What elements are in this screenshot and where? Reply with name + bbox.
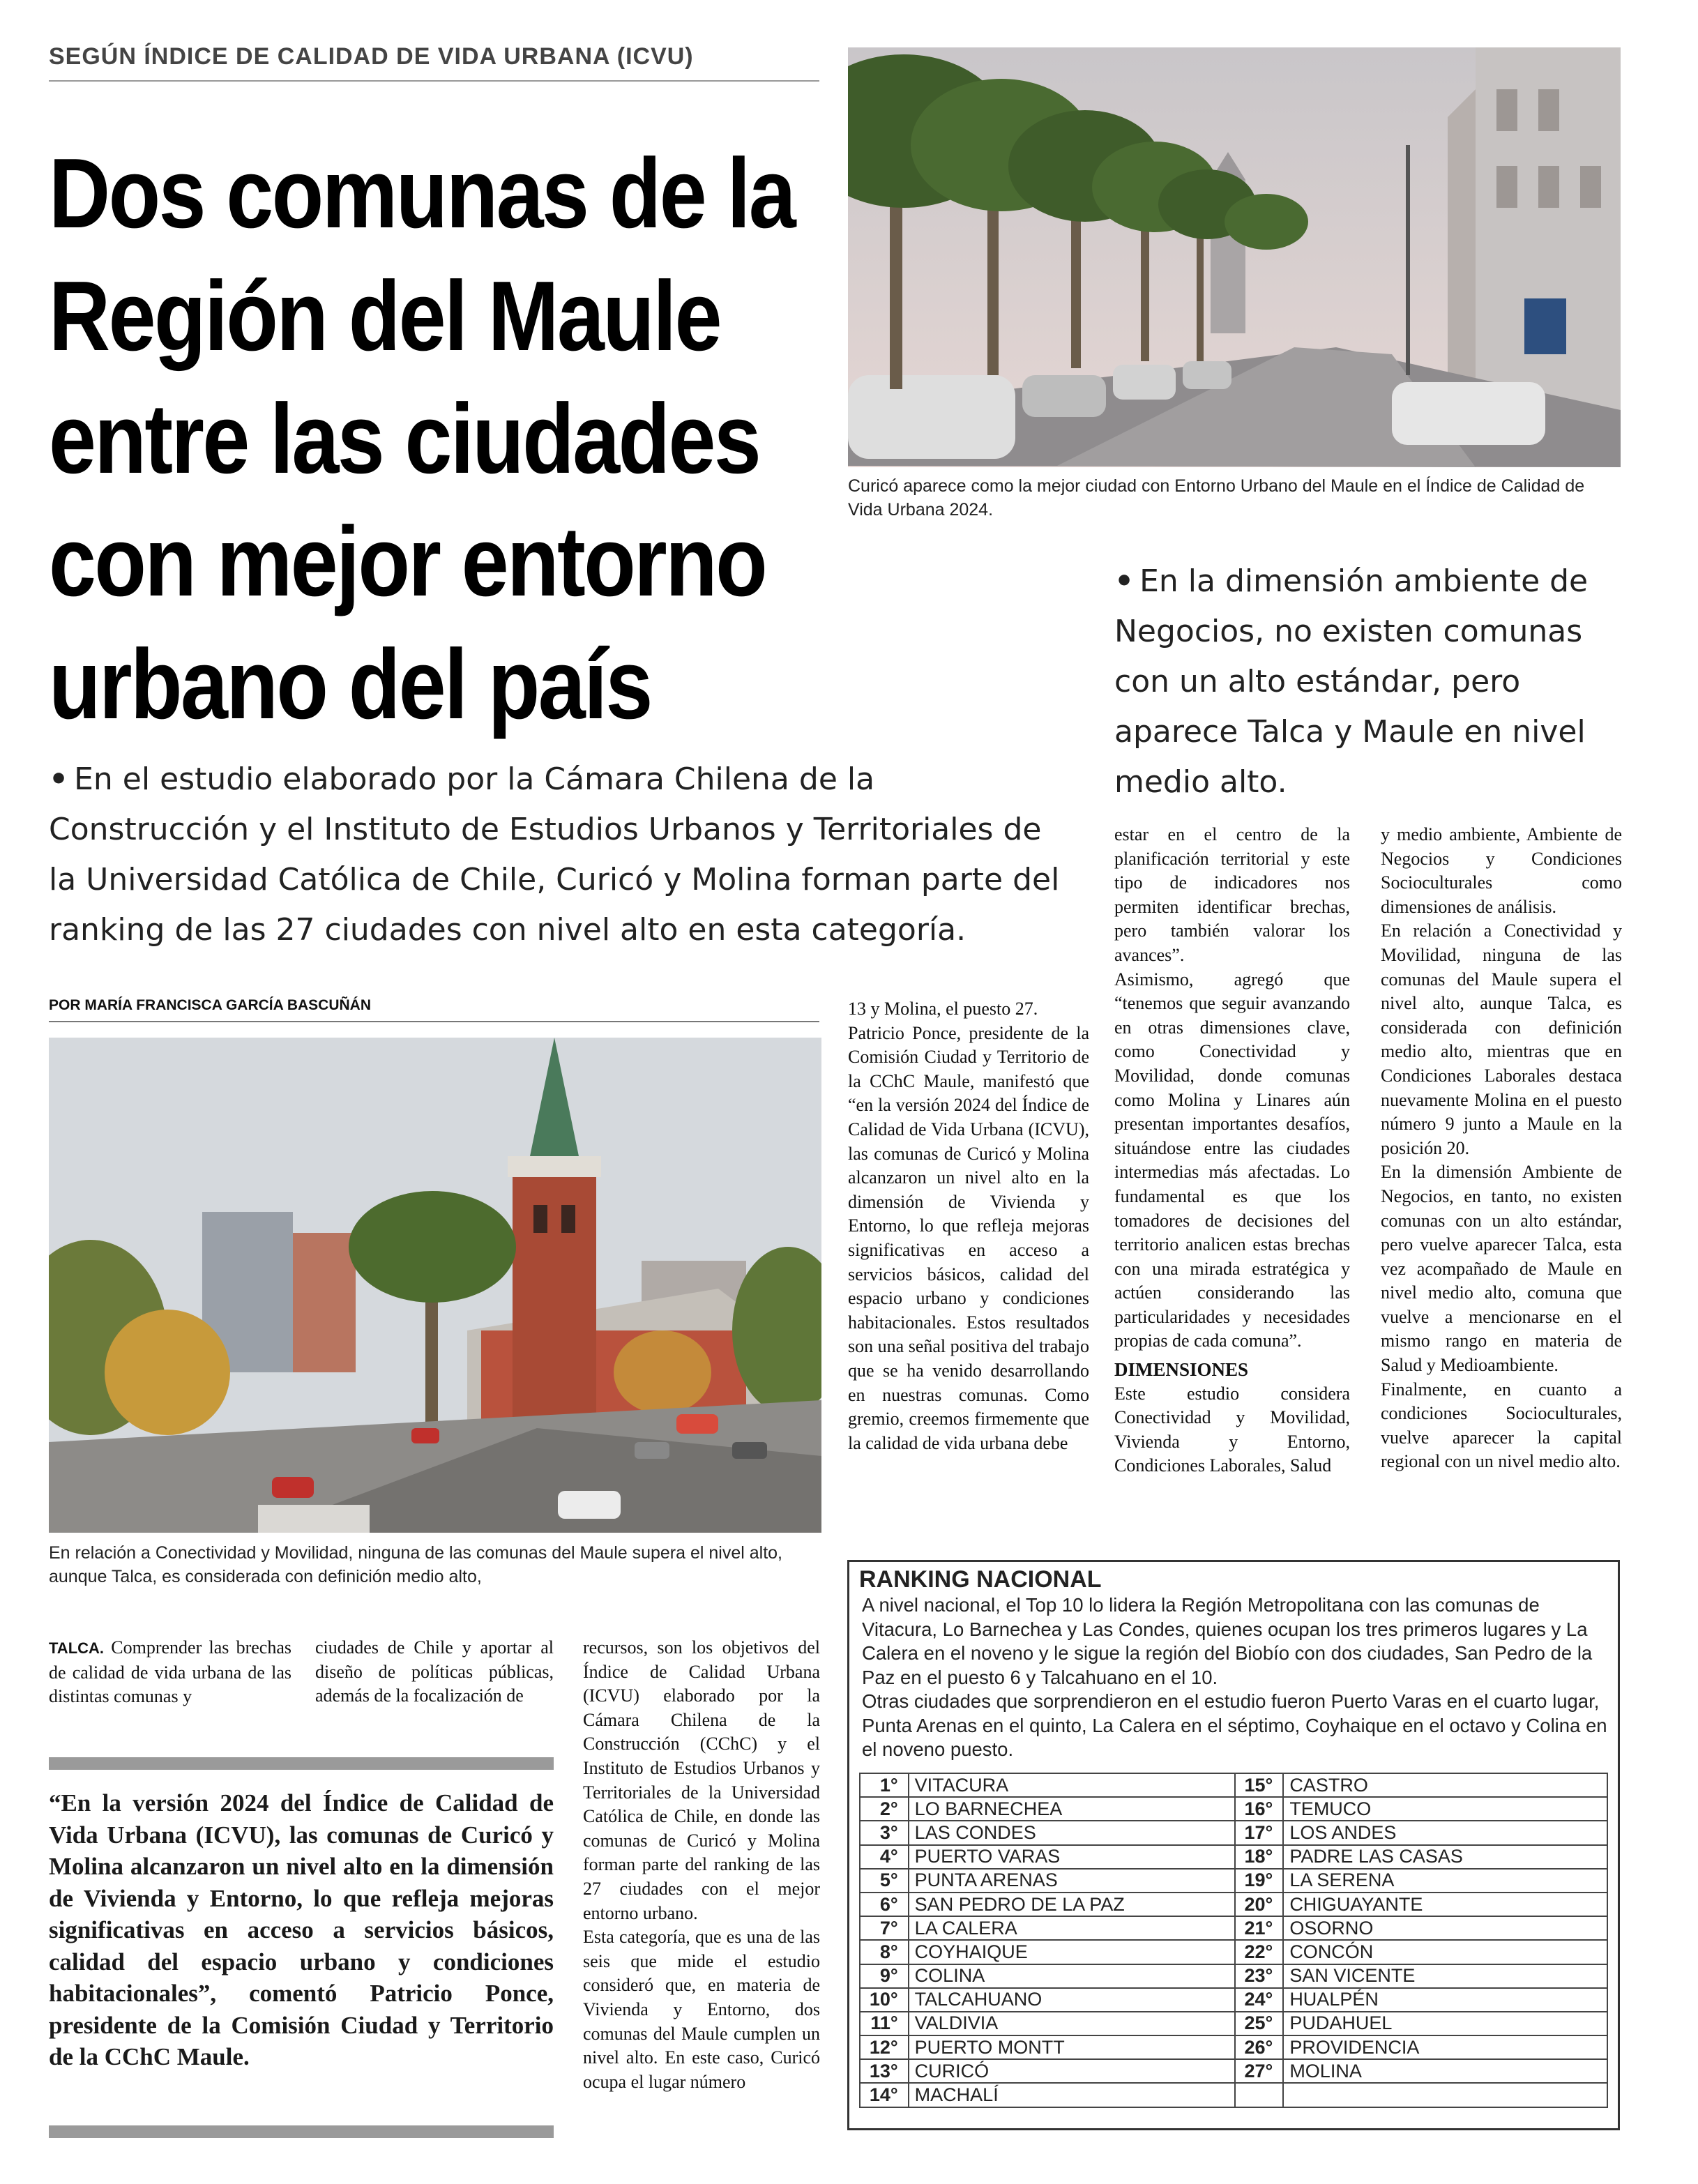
rank-city: MACHALÍ	[909, 2083, 1235, 2107]
rank-city: LA SERENA	[1283, 1869, 1607, 1893]
bullet-icon: •	[1114, 563, 1135, 599]
rank-city: CHIGUAYANTE	[1283, 1893, 1607, 1916]
body-column-5	[1114, 823, 1350, 1478]
table-row	[860, 1964, 1607, 1988]
kicker: SEGÚN ÍNDICE DE CALIDAD DE VIDA URBANA (ICVU)	[49, 43, 819, 82]
rank-position: 26°	[1235, 2035, 1284, 2059]
quote-bar-bottom	[49, 2125, 554, 2138]
deck-left	[49, 754, 1060, 955]
rank-city: PADRE LAS CASAS	[1283, 1845, 1607, 1869]
rank-city: PUDAHUEL	[1283, 2012, 1607, 2035]
body-column-6	[1381, 823, 1622, 1474]
body-column-3	[583, 1636, 820, 2094]
body-column-4	[848, 997, 1089, 1455]
body-text: Finalmente, en cuanto a condiciones Socioculturales, vuelve aparecer la capital regional con un nivel medio alto.	[1381, 1379, 1622, 1472]
deck-left-text: En el estudio elaborado por la Cámara Chilena de la Construcción y el Instituto de Estudios Urbanos y Territoriales de la Universidad Católica de Chile, Curicó y Molina forman parte del ranking de las 27 ciudades con nivel alto en esta categoría.	[49, 761, 1060, 948]
headline-line: urbano del país	[49, 629, 651, 740]
rank-position: 13°	[860, 2059, 909, 2083]
table-row	[860, 1988, 1607, 2012]
body-text: Asimismo, agregó que “tenemos que seguir avanzando en otras dimensiones clave, como Conectividad y Movilidad, donde comunas como Molina y Linares aún presentan importantes desafíos, situándose entre las ciudades intermedias más afectadas. Lo fundamental es que los tomadores de decisiones del territorio analicen estas brechas con una mirada estratégica y actúen considerando las particularidades y necesidades propias de cada comuna”.	[1114, 969, 1350, 1351]
rank-position: 11°	[860, 2012, 909, 2035]
rank-position: 15°	[1235, 1773, 1284, 1797]
rank-position: 19°	[1235, 1869, 1284, 1893]
table-row	[860, 1845, 1607, 1869]
body-column-2	[315, 1636, 554, 1708]
headline-line: entre las ciudades	[49, 384, 760, 494]
headline-line: con mejor entorno	[49, 506, 766, 617]
rank-position: 5°	[860, 1869, 909, 1893]
rank-city: LAS CONDES	[909, 1821, 1235, 1844]
table-row	[860, 1821, 1607, 1844]
rank-city: HUALPÉN	[1283, 1988, 1607, 2012]
photo-curico-street	[848, 47, 1621, 467]
rank-city: TEMUCO	[1283, 1797, 1607, 1821]
body-text: y medio ambiente, Ambiente de Negocios y Condiciones Socioculturales como dimensiones de análisis.	[1381, 824, 1622, 917]
rank-position: 8°	[860, 1940, 909, 1964]
table-row	[860, 2083, 1607, 2107]
rank-position: 4°	[860, 1845, 909, 1869]
rank-city: CURICÓ	[909, 2059, 1235, 2083]
rank-position: 20°	[1235, 1893, 1284, 1916]
rank-city: PROVIDENCIA	[1283, 2035, 1607, 2059]
rank-city: MOLINA	[1283, 2059, 1607, 2083]
byline: POR MARÍA FRANCISCA GARCÍA BASCUÑÁN	[49, 997, 819, 1022]
table-row	[860, 2012, 1607, 2035]
ranking-intro-1: A nivel nacional, el Top 10 lo lidera la Región Metropolitana con las comunas de Vitacura, Lo Barnechea y Las Condes, quienes ocupan los tres primeros lugares y La Calera en el noveno y le sigue la región del Biobío con dos ciudades, San Pedro de la Paz en el puesto 6 y Talcahuano en el 10.	[862, 1594, 1593, 1688]
body-text: ciudades de Chile y aportar al diseño de políticas públicas, además de la focalización de	[315, 1637, 554, 1706]
body-text: estar en el centro de la planificación territorial y este tipo de indicadores nos permiten identificar brechas, pero también valorar los avances”.	[1114, 824, 1350, 965]
rank-position: 1°	[860, 1773, 909, 1797]
body-text: 13 y Molina, el puesto 27.	[848, 999, 1038, 1019]
body-text: Esta categoría, que es una de las seis que mide el estudio consideró que, en materia de Vivienda y Entorno, dos comunas del Maule cumplen un nivel alto. En este caso, Curicó ocupa el lugar número	[583, 1927, 820, 2092]
ranking-intro-2: Otras ciudades que sorprendieron en el estudio fueron Puerto Varas en el cuarto lugar, Punta Arenas en el quinto, La Calera en el séptimo, Coyhaique en el octavo y Colina en el noveno puesto.	[862, 1690, 1607, 1760]
photo-church	[49, 1038, 821, 1533]
rank-position: 9°	[860, 1964, 909, 1988]
rank-city: LA CALERA	[909, 1916, 1235, 1940]
rank-city: COLINA	[909, 1964, 1235, 1988]
headline-line: Dos comunas de la	[49, 138, 795, 249]
rank-city: LO BARNECHEA	[909, 1797, 1235, 1821]
rank-position: 6°	[860, 1893, 909, 1916]
headline-line: Región del Maule	[49, 261, 720, 372]
rank-position: 21°	[1235, 1916, 1284, 1940]
rank-city: TALCAHUANO	[909, 1988, 1235, 2012]
rank-position: 25°	[1235, 2012, 1284, 2035]
photo-main-caption: En relación a Conectividad y Movilidad, ninguna de las comunas del Maule supera el nivel alto, aunque Talca, es considerada con definición medio alto,	[49, 1543, 783, 1586]
rank-position: 23°	[1235, 1964, 1284, 1988]
body-text: En la dimensión Ambiente de Negocios, en tanto, no existen comunas con un alto estándar, pero vuelve aparecer Talca, esta vez acompañado de Maule en nivel medio alto, comuna que vuelve a mencionarse en el mismo rango en materia de Salud y Medioambiente.	[1381, 1162, 1622, 1376]
rank-city: VITACURA	[909, 1773, 1235, 1797]
rank-city: PUERTO MONTT	[909, 2035, 1235, 2059]
table-row	[860, 1940, 1607, 1964]
rank-position: 10°	[860, 1988, 909, 2012]
ranking-table	[859, 1773, 1608, 2108]
rank-position: 12°	[860, 2035, 909, 2059]
body-text: Este estudio considera Conectividad y Movilidad, Vivienda y Entorno, Condiciones Laborales, Salud	[1114, 1383, 1350, 1476]
rank-position: 27°	[1235, 2059, 1284, 2083]
table-row	[860, 1773, 1607, 1797]
table-row	[860, 1916, 1607, 1940]
subhead-dimensiones: DIMENSIONES	[1114, 1359, 1249, 1381]
body-text: recursos, son los objetivos del Índice de Calidad Urbana (ICVU) elaborado por la Cámara Chilena de la Construcción (CChC) y el Instituto de Estudios Urbanos y Territoriales de la Universidad Católica de Chile, en donde las comunas de Curicó y Molina forman parte del ranking de las 27 ciudades con el mejor entorno urbano.	[583, 1637, 820, 1923]
rank-city: VALDIVIA	[909, 2012, 1235, 2035]
quote-bar-top	[49, 1757, 554, 1770]
table-row	[860, 1797, 1607, 1821]
rank-position: 14°	[860, 2083, 909, 2107]
rank-position: 24°	[1235, 1988, 1284, 2012]
table-row	[860, 2059, 1607, 2083]
rank-position: 22°	[1235, 1940, 1284, 1964]
rank-city: COYHAIQUE	[909, 1940, 1235, 1964]
rank-city: CASTRO	[1283, 1773, 1607, 1797]
deck-right	[1114, 556, 1623, 807]
body-text: Patricio Ponce, presidente de la Comisión Ciudad y Territorio de la CChC Maule, manifestó que “en la versión 2024 del Índice de Calidad de Vida Urbana (ICVU), las comunas de Curicó y Molina alcanzaron un nivel alto en la dimensión de Vivienda y Entorno, lo que refleja mejoras significativas en acceso a servicios básicos, calidad del espacio urbano y condiciones habitacionales. Estos resultados son una señal positiva del trabajo que se ha venido desarrollando en nuestras comunas. Como gremio, creemos firmemente que la calidad de vida urbana debe	[848, 1022, 1089, 1453]
rank-city: SAN PEDRO DE LA PAZ	[909, 1893, 1235, 1916]
headline	[49, 132, 795, 746]
table-row	[860, 1893, 1607, 1916]
rank-position: 2°	[860, 1797, 909, 1821]
rank-position: 17°	[1235, 1821, 1284, 1844]
rank-position	[1235, 2083, 1284, 2107]
dateline: TALCA.	[49, 1639, 105, 1657]
deck-right-text: En la dimensión ambiente de Negocios, no existen comunas con un alto estándar, pero aparece Talca y Maule en nivel medio alto.	[1114, 563, 1589, 800]
bullet-icon: •	[49, 761, 69, 797]
rank-city: OSORNO	[1283, 1916, 1607, 1940]
rank-position: 18°	[1235, 1845, 1284, 1869]
rank-city: PUERTO VARAS	[909, 1845, 1235, 1869]
table-row	[860, 2035, 1607, 2059]
pull-quote: “En la versión 2024 del Índice de Calidad de Vida Urbana (ICVU), las comunas de Curicó y Molina alcanzaron un nivel alto en la dimensión de Vivienda y Entorno, lo que refleja mejoras significativas en acceso a servicios básicos, calidad del espacio urbano y condiciones habitacionales”, comentó Patricio Ponce, presidente de la Comisión Ciudad y Territorio de la CChC Maule.	[49, 1789, 554, 2070]
rank-city	[1283, 2083, 1607, 2107]
ranking-box	[847, 1560, 1620, 2130]
body-column-1	[49, 1636, 291, 1709]
body-text: Comprender las brechas de calidad de vida urbana de las distintas comunas y	[49, 1637, 292, 1707]
body-text: En relación a Conectividad y Movilidad, ninguna de las comunas del Maule supera el nivel alto, aunque Talca, es considerada con definición medio alto, mientras que en Condiciones Laborales destaca nuevamente Molina en el puesto número 9 junto a Maule en la posición 20.	[1381, 920, 1622, 1158]
rank-position: 7°	[860, 1916, 909, 1940]
photo-top-caption: Curicó aparece como la mejor ciudad con Entorno Urbano del Maule en el Índice de Calidad de Vida Urbana 2024.	[848, 476, 1585, 520]
rank-city: SAN VICENTE	[1283, 1964, 1607, 1988]
rank-city: PUNTA ARENAS	[909, 1869, 1235, 1893]
table-row	[860, 1869, 1607, 1893]
ranking-title: RANKING NACIONAL	[859, 1566, 1102, 1593]
rank-position: 16°	[1235, 1797, 1284, 1821]
rank-city: LOS ANDES	[1283, 1821, 1607, 1844]
rank-city: CONCÓN	[1283, 1940, 1607, 1964]
rank-position: 3°	[860, 1821, 909, 1844]
